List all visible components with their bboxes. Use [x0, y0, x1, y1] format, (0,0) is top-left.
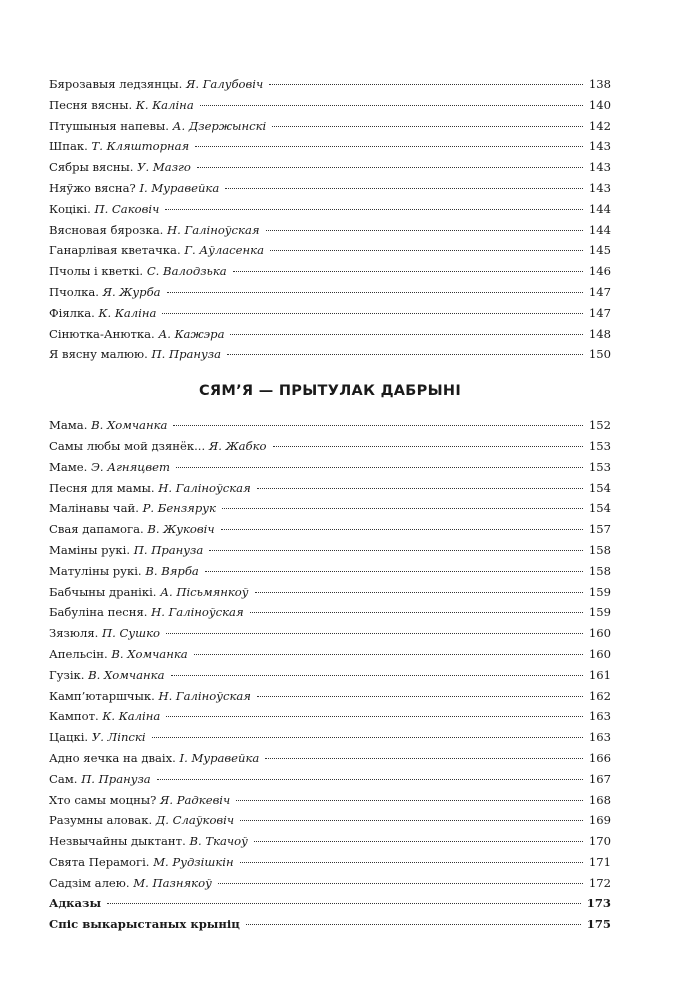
toc-entry	[49, 790, 611, 811]
entry-author: Я. Жабко	[208, 438, 267, 453]
toc-entry-title	[49, 415, 167, 436]
dot-leader	[194, 654, 583, 655]
dot-leader	[218, 883, 583, 884]
entry-page-number: 159	[588, 584, 611, 599]
dot-leader	[246, 924, 581, 925]
entry-title-text: Адно яечка на дваіх.	[49, 750, 176, 765]
entry-author: М. Рудзішкін	[153, 854, 234, 869]
entry-page-number: 145	[588, 243, 611, 258]
dot-leader	[265, 758, 583, 759]
entry-title-text: Бабчыны дранікі.	[49, 584, 157, 599]
toc-entry-title	[49, 498, 216, 519]
entry-title-text: Малінавы чай.	[49, 501, 139, 516]
entry-page-number: 157	[588, 522, 611, 537]
toc-entry	[49, 136, 611, 157]
entry-title-text: Бярозавыя ледзянцы.	[49, 77, 183, 91]
toc-entry-title	[49, 748, 259, 769]
entry-title-text: Апельсін.	[49, 646, 108, 661]
entry-page-number: 143	[588, 180, 611, 195]
toc-entry	[49, 686, 611, 707]
entry-author: П. Сушко	[102, 626, 160, 641]
entry-title-text: Садзім алею.	[49, 875, 130, 890]
entry-title-text: Мама.	[49, 418, 88, 433]
entry-title-text: Сам.	[49, 771, 78, 786]
toc-entry	[49, 810, 611, 831]
toc-entry	[49, 74, 611, 95]
entry-author: В. Жуковіч	[147, 522, 215, 537]
toc-entry-title	[49, 282, 161, 303]
toc-entry	[49, 644, 611, 665]
dot-leader	[227, 354, 583, 355]
entry-page-number: 162	[588, 688, 611, 703]
entry-author: Т. Кляшторная	[91, 139, 190, 154]
toc-entry-title	[49, 178, 219, 199]
toc-appendix-entry	[49, 893, 611, 914]
dot-leader	[230, 334, 582, 335]
entry-page-number: 144	[588, 222, 611, 237]
entry-title-text: Няўжо вясна?	[49, 180, 136, 195]
toc-entry	[49, 178, 611, 199]
dot-leader	[225, 188, 583, 189]
entry-author: К. Каліна	[102, 709, 161, 724]
toc-entry-title	[49, 873, 212, 894]
toc-entry-title	[49, 478, 251, 499]
entry-author: П. Прануза	[151, 347, 222, 362]
table-of-contents	[49, 74, 611, 935]
entry-author: Н. Галіноўская	[151, 605, 244, 620]
entry-title-text: Зязюля.	[49, 626, 99, 641]
dot-leader	[250, 612, 583, 613]
entry-author: П. Прануза	[133, 542, 204, 557]
toc-entry	[49, 282, 611, 303]
toc-entry-title	[49, 914, 240, 935]
entry-page-number: 153	[588, 438, 611, 453]
entry-page-number: 152	[588, 418, 611, 433]
entry-title-text: Кампот.	[49, 709, 99, 724]
entry-author: В. Ткачоў	[189, 834, 248, 849]
entry-page-number: 153	[588, 459, 611, 474]
toc-entry-title	[49, 303, 156, 324]
entry-page-number: 144	[588, 201, 611, 216]
entry-page-number: 159	[588, 605, 611, 620]
toc-entry	[49, 831, 611, 852]
entry-page-number: 158	[588, 542, 611, 557]
entry-page-number: 173	[586, 896, 611, 911]
entry-page-number: 167	[588, 771, 611, 786]
entry-author: Г. Аўласенка	[184, 243, 265, 258]
entry-page-number: 163	[588, 730, 611, 745]
toc-entry	[49, 478, 611, 499]
toc-entry-title	[49, 519, 215, 540]
entry-author: Н. Галіноўская	[158, 480, 251, 495]
toc-entry	[49, 602, 611, 623]
dot-leader	[272, 126, 583, 127]
toc-entry-title	[49, 199, 159, 220]
toc-entry-title	[49, 686, 251, 707]
entry-author: С. Валодзька	[146, 264, 227, 279]
entry-title-text: Камп’ютаршчык.	[49, 688, 155, 703]
entry-author: П. Саковіч	[94, 201, 160, 216]
toc-entry-title	[49, 810, 234, 831]
entry-page-number: 154	[588, 501, 611, 516]
entry-page-number: 154	[588, 480, 611, 495]
toc-entry-title	[49, 116, 266, 137]
dot-leader	[254, 841, 583, 842]
toc-entry-title	[49, 790, 230, 811]
entry-author: М. Пазнякоў	[133, 875, 212, 890]
dot-leader	[240, 862, 583, 863]
entry-page-number: 160	[588, 626, 611, 641]
toc-entry	[49, 498, 611, 519]
toc-entry-title	[49, 344, 221, 365]
dot-leader	[221, 529, 583, 530]
entry-author: А. Кажэра	[158, 326, 225, 341]
toc-entry-title	[49, 261, 227, 282]
toc-section-1	[49, 74, 611, 365]
entry-title-text: Бабуліна песня.	[49, 605, 148, 620]
dot-leader	[266, 230, 583, 231]
entry-title-text: Матуліны рукі.	[49, 563, 142, 578]
entry-title-text: Сінютка-Анютка.	[49, 326, 155, 341]
dot-leader	[257, 696, 583, 697]
entry-author: В. Хомчанка	[88, 667, 165, 682]
entry-page-number: 175	[586, 917, 611, 932]
entry-author: Я. Журба	[102, 284, 161, 299]
toc-entry	[49, 623, 611, 644]
dot-leader	[166, 716, 583, 717]
toc-entry-title	[49, 240, 264, 261]
entry-author: Э. Агняцвет	[91, 459, 170, 474]
entry-page-number: 147	[588, 284, 611, 299]
dot-leader	[205, 571, 583, 572]
toc-entry-title	[49, 157, 191, 178]
toc-entry	[49, 116, 611, 137]
entry-author: К. Каліна	[135, 97, 194, 112]
dot-leader	[273, 446, 583, 447]
toc-entry	[49, 519, 611, 540]
entry-author: А. Дзержынскі	[172, 118, 267, 133]
toc-entry-title	[49, 665, 165, 686]
entry-page-number: 171	[588, 854, 611, 869]
entry-title-text: Пчолка.	[49, 284, 99, 299]
dot-leader	[107, 903, 581, 904]
toc-entry-title	[49, 769, 151, 790]
entry-page-number: 142	[588, 118, 611, 133]
entry-title-text: Песня вясны.	[49, 97, 133, 112]
entry-page-number: 143	[588, 139, 611, 154]
toc-entry-title	[49, 582, 249, 603]
toc-entry	[49, 852, 611, 873]
entry-author: Р. Бензярук	[142, 501, 216, 516]
entry-page-number: 148	[588, 326, 611, 341]
dot-leader	[167, 292, 583, 293]
entry-author: П. Прануза	[81, 771, 151, 786]
dot-leader	[269, 84, 583, 85]
entry-page-number: 163	[588, 709, 611, 724]
toc-entry-title	[49, 136, 189, 157]
toc-entry	[49, 324, 611, 345]
entry-title-text: Песня для мамы.	[49, 480, 155, 495]
entry-page-number: 169	[588, 813, 611, 828]
toc-entry	[49, 873, 611, 894]
entry-title-text: Цацкі.	[49, 730, 89, 745]
entry-author: У. Мазго	[137, 160, 191, 175]
toc-entry-title	[49, 220, 260, 241]
toc-entry	[49, 157, 611, 178]
dot-leader	[222, 508, 583, 509]
toc-entry	[49, 95, 611, 116]
toc-entry	[49, 220, 611, 241]
toc-entry	[49, 457, 611, 478]
entry-page-number: 138	[588, 77, 611, 91]
entry-author: Н. Галіноўская	[167, 222, 260, 237]
toc-appendix-entry	[49, 914, 611, 935]
toc-entry-title	[49, 831, 248, 852]
toc-entry-title	[49, 436, 267, 457]
toc-entry	[49, 415, 611, 436]
entry-author: Н. Галіноўская	[158, 688, 251, 703]
entry-title-text: Шпак.	[49, 139, 88, 154]
toc-entry	[49, 561, 611, 582]
dot-leader	[209, 550, 583, 551]
toc-entry-title	[49, 893, 101, 914]
dot-leader	[165, 209, 583, 210]
dot-leader	[236, 800, 583, 801]
toc-entry-title	[49, 74, 263, 95]
toc-entry	[49, 261, 611, 282]
entry-page-number: 150	[588, 347, 611, 362]
dot-leader	[157, 779, 583, 780]
toc-appendix	[49, 893, 611, 935]
entry-page-number: 168	[588, 792, 611, 807]
entry-author: В. Хомчанка	[111, 646, 188, 661]
entry-title-text: Сябры вясны.	[49, 160, 134, 175]
toc-entry	[49, 748, 611, 769]
entry-author: Д. Слаўковіч	[155, 813, 235, 828]
dot-leader	[200, 105, 583, 106]
dot-leader	[171, 675, 583, 676]
dot-leader	[173, 425, 582, 426]
toc-entry-title	[49, 561, 199, 582]
entry-page-number: 146	[588, 264, 611, 279]
toc-entry-title	[49, 95, 194, 116]
entry-title-text: Я вясну малюю.	[49, 347, 148, 362]
entry-author: В. Хомчанка	[91, 418, 168, 433]
entry-author: Я. Радкевіч	[159, 792, 231, 807]
entry-page-number: 161	[588, 667, 611, 682]
entry-title-text: Адказы	[49, 896, 102, 911]
entry-title-text: Пчолы і кветкі.	[49, 264, 144, 279]
dot-leader	[240, 820, 583, 821]
entry-author: У. Ліпскі	[91, 730, 146, 745]
toc-entry-title	[49, 852, 234, 873]
entry-page-number: 170	[588, 834, 611, 849]
entry-title-text: Свята Перамогі.	[49, 854, 150, 869]
dot-leader	[162, 313, 582, 314]
entry-title-text: Маме.	[49, 459, 88, 474]
entry-title-text: Самы любы мой дзянёк...	[49, 438, 206, 453]
dot-leader	[255, 592, 583, 593]
entry-title-text: Фіялка.	[49, 305, 95, 320]
entry-author: Я. Галубовіч	[186, 77, 264, 91]
toc-entry	[49, 240, 611, 261]
entry-title-text: Гузік.	[49, 667, 85, 682]
entry-author: А. Пісьмянкоў	[160, 584, 249, 599]
entry-page-number: 160	[588, 646, 611, 661]
toc-entry	[49, 303, 611, 324]
entry-page-number: 147	[588, 305, 611, 320]
entry-title-text: Вясновая бярозка.	[49, 222, 164, 237]
entry-page-number: 172	[588, 875, 611, 890]
toc-entry	[49, 769, 611, 790]
dot-leader	[197, 167, 583, 168]
toc-entry	[49, 540, 611, 561]
entry-title-text: Свая дапамога.	[49, 522, 144, 537]
entry-title-text: Незвычайны дыктант.	[49, 834, 186, 849]
entry-title-text: Разумны аловак.	[49, 813, 153, 828]
entry-title-text: Хто самы моцны?	[49, 792, 157, 807]
toc-entry	[49, 665, 611, 686]
toc-entry-title	[49, 623, 160, 644]
dot-leader	[233, 271, 583, 272]
toc-entry	[49, 727, 611, 748]
entry-title-text: Маміны рукі.	[49, 542, 131, 557]
toc-entry-title	[49, 540, 203, 561]
entry-author: І. Муравейка	[179, 750, 260, 765]
entry-page-number: 158	[588, 563, 611, 578]
entry-title-text: Коцікі.	[49, 201, 91, 216]
toc-entry	[49, 582, 611, 603]
entry-author: К. Каліна	[98, 305, 157, 320]
dot-leader	[176, 467, 583, 468]
section-heading: СЯМ’Я — ПРЫТУЛАК ДАБРЫНІ	[198, 383, 462, 400]
entry-page-number: 143	[588, 160, 611, 175]
toc-entry-title	[49, 644, 188, 665]
toc-entry	[49, 344, 611, 365]
entry-page-number: 166	[588, 750, 611, 765]
dot-leader	[166, 633, 583, 634]
toc-entry	[49, 436, 611, 457]
dot-leader	[152, 737, 583, 738]
toc-section-2	[49, 415, 611, 893]
entry-title-text: Ганарлівая кветачка.	[49, 243, 181, 258]
toc-entry-title	[49, 602, 244, 623]
dot-leader	[257, 488, 583, 489]
entry-author: В. Вярба	[145, 563, 199, 578]
entry-title-text: Птушыныя напевы.	[49, 118, 169, 133]
dot-leader	[195, 146, 583, 147]
toc-entry	[49, 199, 611, 220]
toc-entry-title	[49, 324, 224, 345]
entry-title-text: Спіс выкарыстаных крыніц	[49, 917, 240, 932]
entry-page-number: 140	[588, 97, 611, 112]
toc-entry-title	[49, 727, 146, 748]
dot-leader	[270, 250, 583, 251]
toc-entry	[49, 706, 611, 727]
toc-entry-title	[49, 457, 170, 478]
entry-author: І. Муравейка	[139, 180, 220, 195]
toc-entry-title	[49, 706, 160, 727]
